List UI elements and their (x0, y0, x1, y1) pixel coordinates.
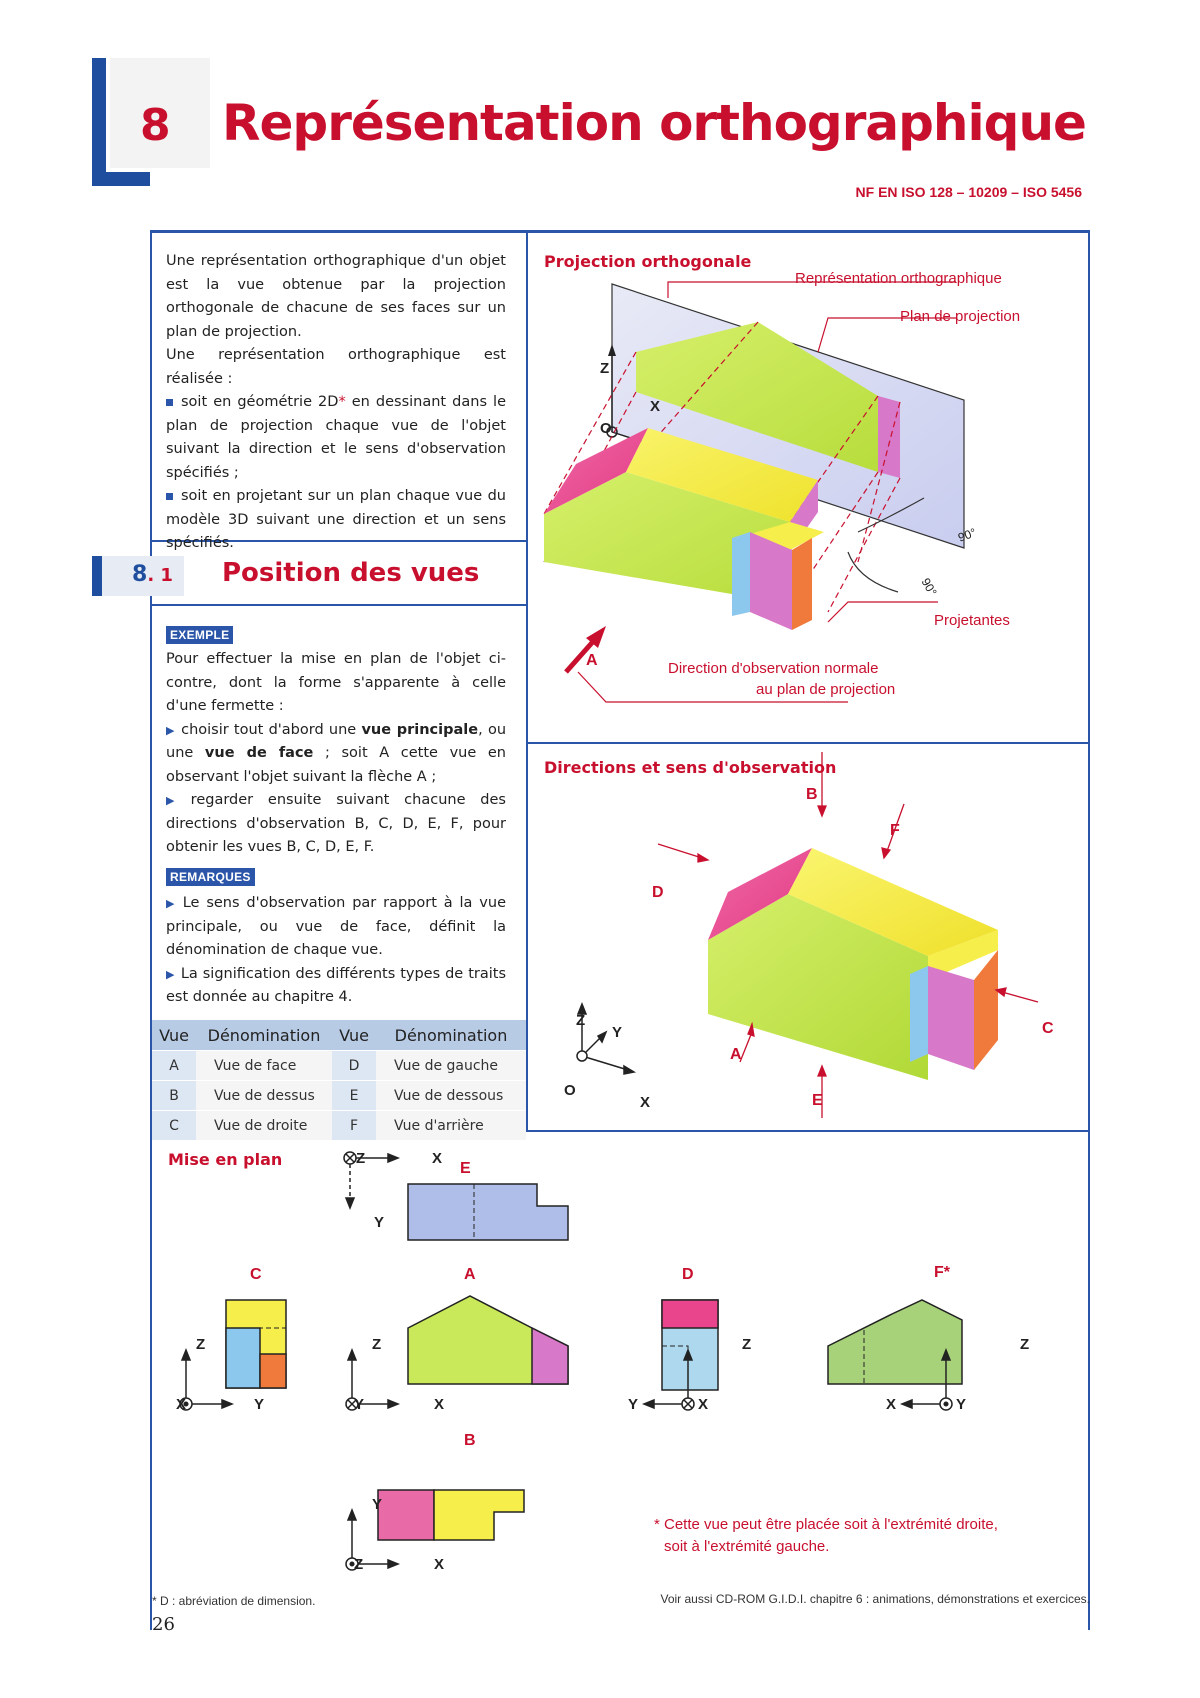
views-table (152, 1020, 526, 1140)
axis-y-e: Y (374, 1214, 385, 1231)
label-projetantes: Projetantes (934, 612, 1010, 629)
remarks-text (166, 892, 506, 1010)
axis-y-f: Y (956, 1396, 967, 1413)
view-e-shape (408, 1184, 568, 1240)
table-cell: Vue de dessous (376, 1081, 526, 1111)
axis-o-label: O (600, 420, 612, 437)
axis-y-b: Y (372, 1496, 383, 1513)
table-cell: E (332, 1081, 376, 1111)
label-representation: Représentation orthographique (795, 270, 1002, 287)
table-cell: Vue d'arrière (376, 1111, 526, 1141)
angle-label-2: 90° (918, 575, 940, 599)
axis-x-f: X (886, 1396, 897, 1413)
see-also: Voir aussi CD-ROM G.I.D.I. chapitre 6 : animations, démonstrations et exercices. (660, 1592, 1090, 1606)
axis-x-c: X (176, 1396, 187, 1413)
footnote: * D : abréviation de dimension. (152, 1594, 316, 1608)
example-bullet-2: ▶ regarder ensuite suivant chacune des directions d'observation B, C, D, E, F, pour obtenir les vues B, C, D, E, F. (166, 792, 506, 855)
direction-c-label: C (1042, 1020, 1054, 1037)
axis-z-label: Z (576, 1012, 586, 1029)
axis-z-d: Z (742, 1336, 752, 1353)
object-blue-side (910, 966, 928, 1062)
view-d-label: D (682, 1266, 694, 1283)
direction-e-label: E (812, 1092, 823, 1109)
view-c-label: C (250, 1266, 262, 1283)
axis-y-label: Y (612, 1024, 623, 1041)
section-bar (92, 556, 102, 596)
projected-side (878, 396, 900, 478)
label-direction-2: au plan de projection (756, 681, 896, 698)
mise-en-plan-title: Mise en plan (168, 1150, 283, 1169)
axis-x-a: X (434, 1396, 445, 1413)
object-orange-side (974, 950, 998, 1070)
section-number: 8. 1 (132, 562, 173, 587)
axis-z-b: Z (354, 1556, 364, 1573)
axis-y-d: Y (628, 1396, 639, 1413)
table-cell: A (152, 1051, 196, 1081)
remarks-bullet-2: ▶ La signification des différents types de traits est donnée au chapitre 4. (166, 965, 506, 1005)
example-paragraph: Pour effectuer la mise en plan de l'objet ci-contre, dont la forme s'apparente à celle d'une fermette : (166, 651, 506, 714)
bullet-triangle-icon: ▶ (166, 723, 176, 737)
mise-en-plan-drawing (152, 1134, 1088, 1630)
table-header-cell: Dénomination (376, 1020, 526, 1051)
views-table-header (152, 1020, 526, 1051)
arrow-a-label: A (586, 652, 598, 669)
section-underline (150, 604, 528, 606)
intro-paragraph: Une représentation orthographique d'un objet est la vue obtenue par la projection orthogonale de chacune de ses faces sur un plan de projection. (166, 253, 506, 340)
axis-z-e: Z (356, 1150, 366, 1167)
frame-right (1088, 230, 1090, 1630)
direction-b-label: B (806, 786, 818, 803)
remarks-tag: REMARQUES (166, 868, 255, 886)
axis-z-a: Z (372, 1336, 382, 1353)
intro-paragraph-2: Une représentation orthographique est réalisée : (166, 347, 506, 387)
projection-figure-title: Projection orthogonale (544, 252, 752, 271)
table-cell: Vue de droite (196, 1111, 332, 1141)
angle-label-1: 90° (956, 525, 979, 545)
axis-z-f: Z (1020, 1336, 1030, 1353)
object-orange-side (792, 538, 812, 630)
axis-z-label: Z (600, 360, 610, 377)
table-header-cell: Vue (332, 1020, 376, 1051)
bullet-triangle-icon: ▶ (166, 967, 175, 981)
intro-text (166, 250, 506, 556)
label-plan: Plan de projection (900, 308, 1021, 325)
view-b-label: B (464, 1432, 476, 1449)
axis-x-d: X (698, 1396, 709, 1413)
view-f-note-1: * Cette vue peut être placée soit à l'extrémité droite, (654, 1516, 998, 1533)
table-header-cell: Vue (152, 1020, 196, 1051)
table-cell: Vue de dessus (196, 1081, 332, 1111)
view-a-label: A (464, 1266, 476, 1283)
bullet-triangle-icon: ▶ (166, 897, 177, 910)
example-bullet-1: ▶ choisir tout d'abord une vue principale, ou une vue de face ; soit A cette vue en observant l'objet suivant la flèche A ; (166, 721, 507, 785)
axis-x-b: X (434, 1556, 445, 1573)
intro-bullet-1: soit en géométrie 2D* en dessinant dans le plan de projection chaque vue de l'objet suivant la direction et le sens d'observation spécifiés ; (166, 394, 506, 481)
view-e-label: E (460, 1160, 471, 1177)
axis-z-c: Z (196, 1336, 206, 1353)
example-text (166, 648, 506, 860)
section-title: Position des vues (222, 558, 480, 588)
direction-f-label: F (890, 822, 900, 839)
view-f-label: F* (934, 1264, 950, 1281)
axis-y-c: Y (254, 1396, 265, 1413)
view-f-shape (828, 1300, 962, 1384)
bullet-square-icon (166, 399, 173, 406)
object-violet-side (928, 966, 974, 1070)
directions-figure-title: Directions et sens d'observation (544, 758, 837, 777)
table-cell: Vue de face (196, 1051, 332, 1081)
bullet-square-icon (166, 493, 173, 500)
view-b-shape (378, 1490, 434, 1540)
page-number: 26 (152, 1614, 175, 1635)
bullet-triangle-icon: ▶ (166, 794, 185, 807)
table-cell: F (332, 1111, 376, 1141)
remarks-bullet-1: ▶ Le sens d'observation par rapport à la vue principale, ou vue de face, définit la dénomination de chaque vue. (166, 895, 506, 958)
direction-d-label: D (652, 884, 664, 901)
example-tag: EXEMPLE (166, 626, 233, 644)
axis-x-label: X (650, 398, 661, 415)
table-row (152, 1051, 526, 1081)
axis-x-e: X (432, 1150, 443, 1167)
table-cell: D (332, 1051, 376, 1081)
table-header-cell: Dénomination (196, 1020, 332, 1051)
label-direction-1: Direction d'observation normale (668, 660, 879, 677)
norm-references: NF EN ISO 128 – 10209 – ISO 5456 (855, 184, 1082, 200)
table-cell: C (152, 1111, 196, 1141)
chapter-title: Représentation orthographique (222, 94, 1086, 152)
view-f-note-2: soit à l'extrémité gauche. (664, 1538, 830, 1555)
chapter-number: 8 (140, 100, 171, 151)
table-row (152, 1081, 526, 1111)
intro-bullet-2: soit en projetant sur un plan chaque vue du modèle 3D suivant une direction et un sens spécifiés. (166, 488, 506, 551)
chapter-bar-horizontal (92, 172, 150, 186)
object-blue-side (732, 532, 750, 616)
direction-a-label: A (730, 1046, 742, 1063)
table-cell: Vue de gauche (376, 1051, 526, 1081)
table-cell: B (152, 1081, 196, 1111)
axis-o-label: O (564, 1082, 576, 1099)
chapter-bar-vertical (92, 58, 106, 186)
axis-x-label: X (640, 1094, 651, 1111)
axis-y-a: Y (354, 1396, 365, 1413)
